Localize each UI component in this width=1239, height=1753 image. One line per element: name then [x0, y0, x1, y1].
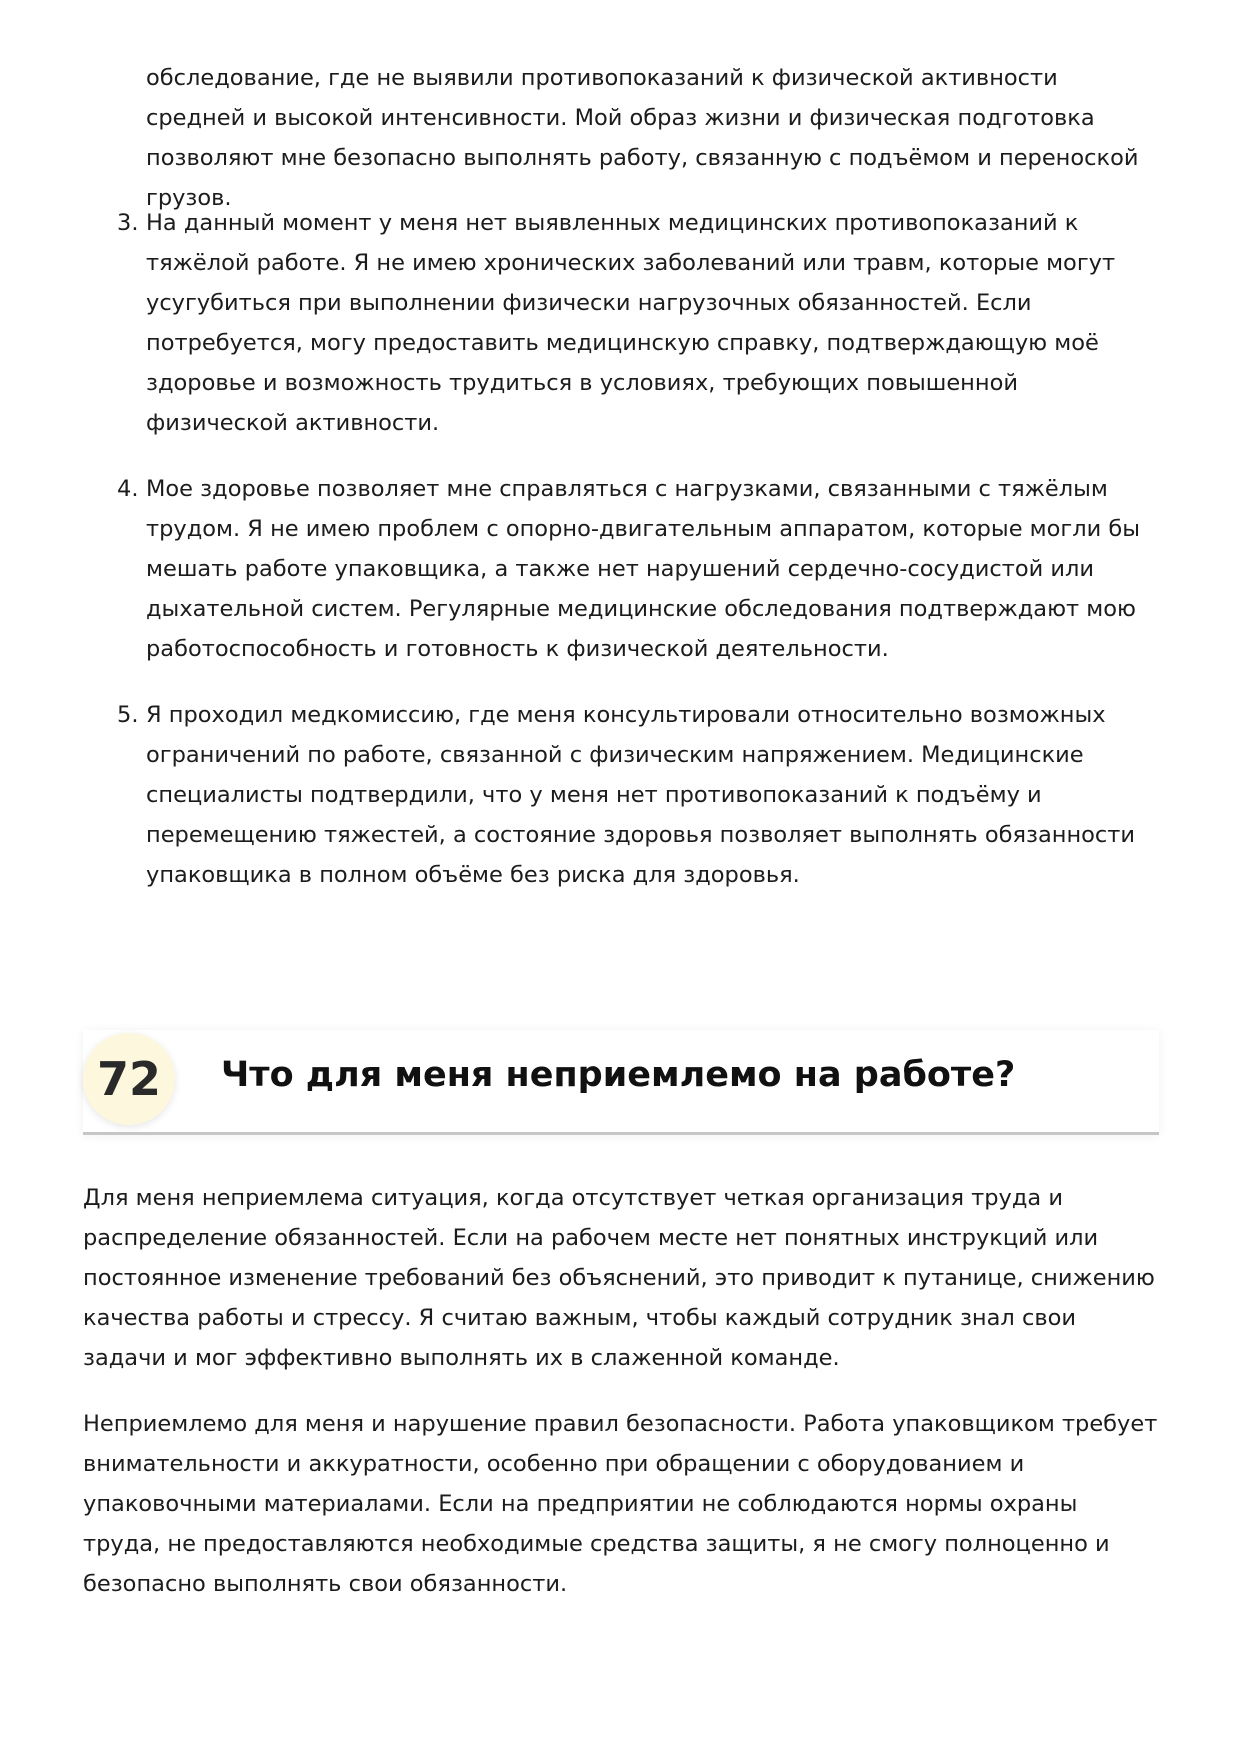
list-item [117, 695, 1156, 895]
numbered-list [117, 203, 1156, 921]
list-item-text: Мое здоровье позволяет мне справляться с нагрузками, связанными с тяжёлым трудом. Я не имею проблем с опорно-двигательным аппаратом, которые могли бы мешать работе упаковщика, а также нет нарушений сердечно-сосудистой или дыхательной систем. Регулярные медицинские обследования подтверждают мою работоспособность и готовность к физической деятельности. [146, 476, 1141, 662]
list-item-number: 3. [117, 210, 139, 236]
list-item-number: 4. [117, 476, 139, 502]
list-item-text: На данный момент у меня нет выявленных медицинских противопоказаний к тяжёлой работе. Я не имею хронических заболеваний или травм, которые могут усугубиться при выполнении физически нагрузочных обязанностей. Если потребуется, могу предоставить медицинскую справку, подтверждающую моё здоровье и возможность трудиться в условиях, требующих повышенной физической активности. [146, 210, 1116, 436]
section-paragraph: Неприемлемо для меня и нарушение правил безопасности. Работа упаковщиком требует внимательности и аккуратности, особенно при обращении с оборудованием и упаковочными материалами. Если на предприятии не соблюдаются нормы охраны труда, не предоставляются необходимые средства защиты, я не смогу полноценно и безопасно выполнять свои обязанности. [83, 1411, 1158, 1597]
section-title: Что для меня неприемлемо на работе? [221, 1055, 1016, 1095]
list-item-continuation: обследование, где не выявили противопоказаний к физической активности средней и высокой интенсивности. Мой образ жизни и физическая подготовка позволяют мне безопасно выполнять работу, связанную с подъёмом и переноской грузов. [146, 65, 1139, 211]
list-item [117, 469, 1156, 669]
section-header [83, 1030, 1159, 1135]
list-item-number: 5. [117, 702, 139, 728]
section-paragraph: Для меня неприемлема ситуация, когда отсутствует четкая организация труда и распределение обязанностей. Если на рабочем месте нет понятных инструкций или постоянное изменение требований без объяснений, это приводит к путанице, снижению качества работы и стрессу. Я считаю важным, чтобы каждый сотрудник знал свои задачи и мог эффективно выполнять их в слаженной команде. [83, 1185, 1155, 1371]
list-item [117, 203, 1156, 443]
section-number-badge: 72 [83, 1033, 175, 1125]
list-item-text: Я проходил медкомиссию, где меня консультировали относительно возможных ограничений по работе, связанной с физическим напряжением. Медицинские специалисты подтвердили, что у меня нет противопоказаний к подъёму и перемещению тяжестей, а состояние здоровья позволяет выполнять обязанности упаковщика в полном объёме без риска для здоровья. [146, 702, 1136, 888]
